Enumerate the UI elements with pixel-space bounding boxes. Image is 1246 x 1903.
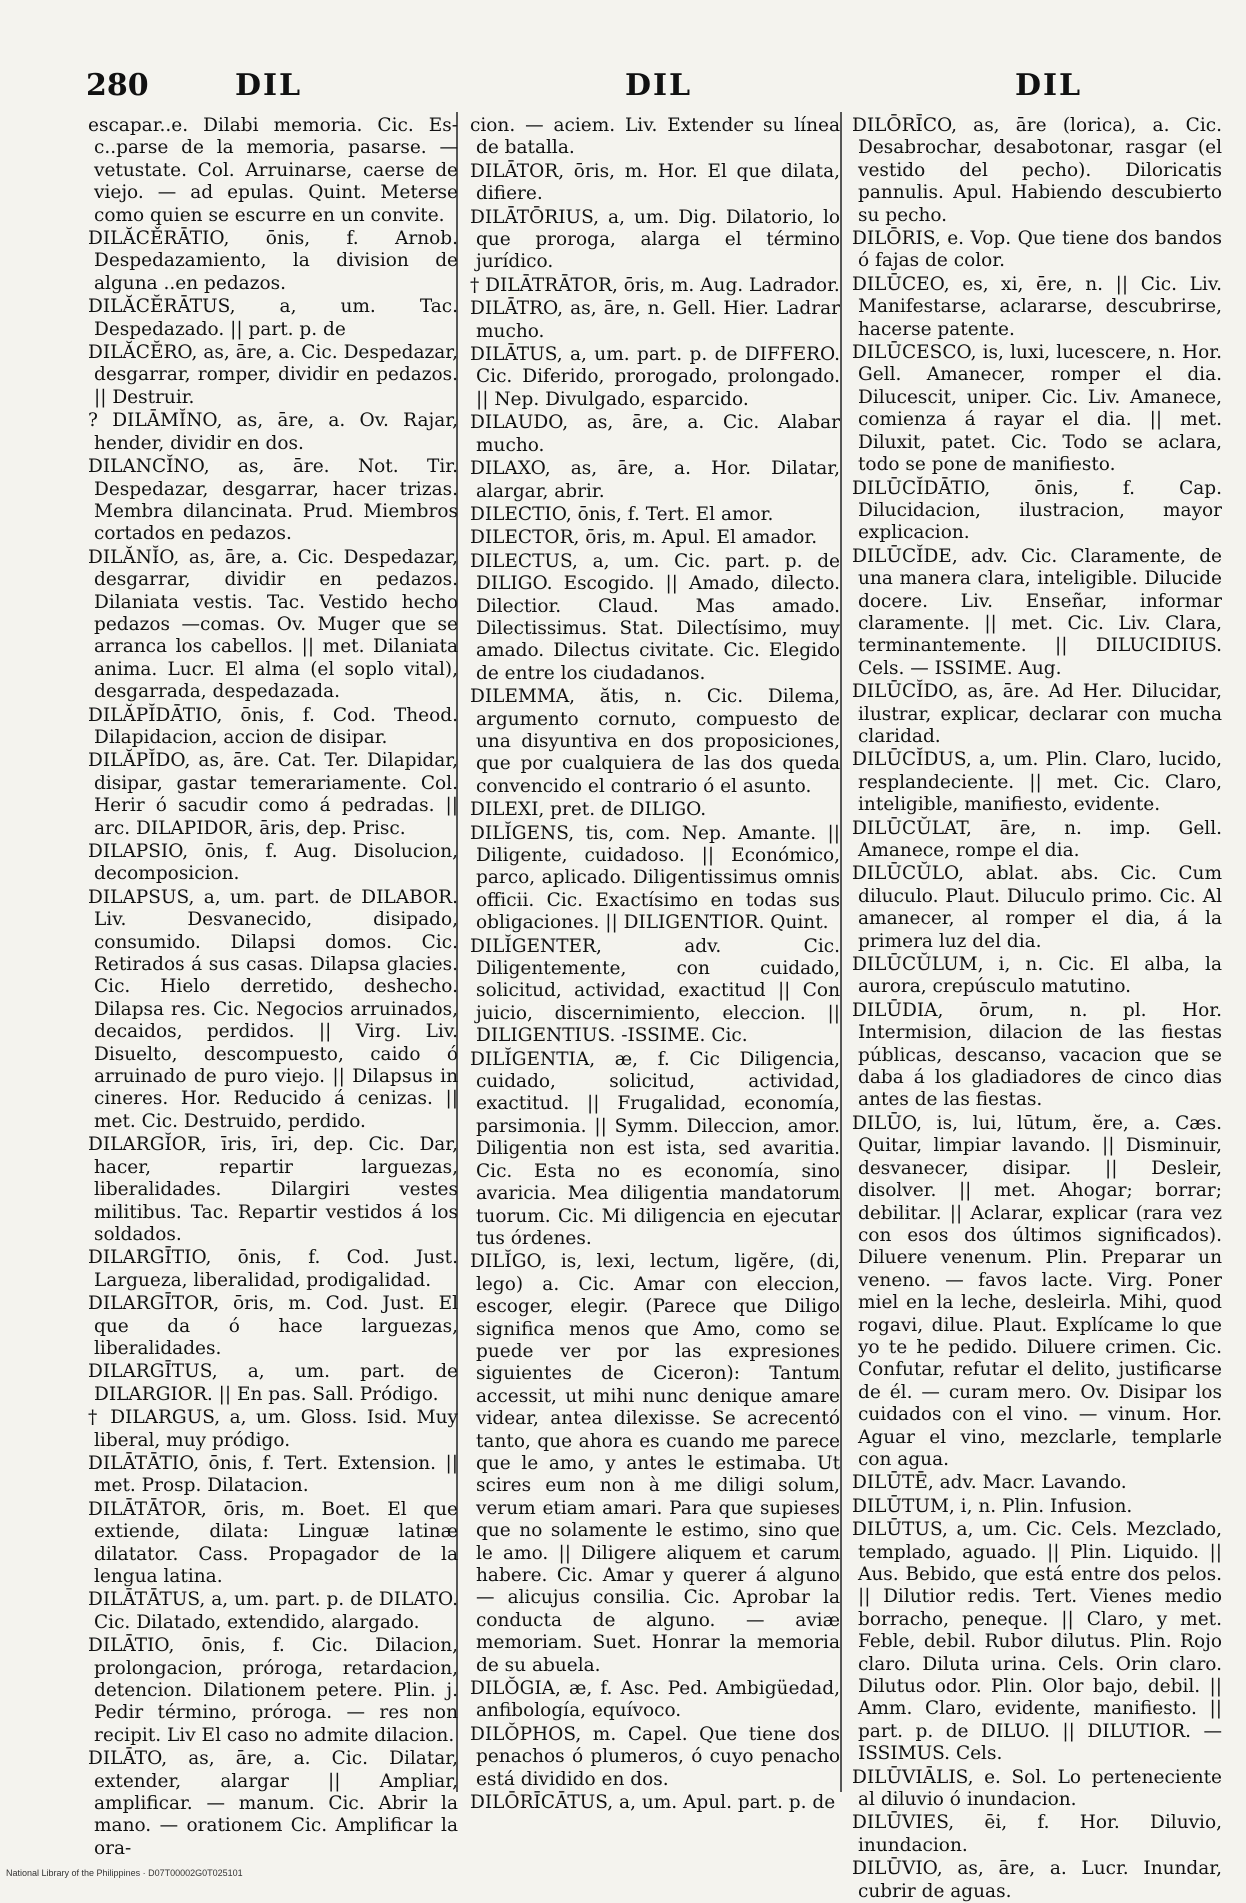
- dictionary-entry: DILŪTUS, a, um. Cic. Cels. Mezclado, templado, aguado. || Plin. Liquido. || Aus. Bebido, que está entre dos pelos. || Dilutior redis. Tert. Vienes medio borracho, peneque. || Claro, y met. Feble, debil. Rubor dilutus. Plin. Rojo claro. Diluta urina. Cels. Orin claro. Dilutus odor. Plin. Olor bajo, debil. || Amm. Claro, evidente, manifiesto. || part. p. de DILUO. || DILUTIOR. — ISSIMUS. Cels.: [852, 1519, 1222, 1765]
- dictionary-entry: DILŪCĬDUS, a, um. Plin. Claro, lucido, resplandeciente. || met. Cic. Claro, inteligible, manifiesto, evidente.: [852, 749, 1222, 816]
- dictionary-entry: † DILĀTRĀTOR, ōris, m. Aug. Ladrador.: [470, 274, 840, 296]
- dictionary-entry: DILARGĪTOR, ōris, m. Cod. Just. El que da ó hace larguezas, liberalidades.: [88, 1293, 458, 1359]
- dictionary-entry: DILĀTĀTOR, ōris, m. Boet. El que extiende, dilata: Linguæ latinæ dilatator. Cass. Propagador de la lengua latina.: [88, 1498, 458, 1587]
- dictionary-entry: DILŎGIA, æ, f. Asc. Ped. Ambigüedad, anfibología, equívoco.: [470, 1678, 840, 1722]
- dictionary-entry: DILAPSUS, a, um. part. de DILABOR. Liv. Desvanecido, disipado, consumido. Dilapsi domos. Cic. Retirados á sus casas. Dilapsa glacies. Cic. Hielo derretido, deshecho. Dilapsa res. Cic. Negocios arruinados, decaidos, perdidos. || Virg. Liv. Disuelto, descompuesto, caido ó arruinado de puro viejo. || Dilapsus in cineres. Hor. Reducido á cenizas. || met. Cic. Destruido, perdido.: [88, 886, 458, 1132]
- dictionary-entry: DILAUDO, as, āre, a. Cic. Alabar mucho.: [470, 412, 840, 456]
- page-number: 280: [86, 68, 149, 103]
- dictionary-entry: DILANCĬNO, as, āre. Not. Tir. Despedazar, desgarrar, hacer trizas. Membra dilancinata. Prud. Miembros cortados en pedazos.: [88, 456, 458, 545]
- dictionary-entry: DILĀTOR, ōris, m. Hor. El que dilata, difiere.: [470, 160, 840, 205]
- column-middle: [470, 115, 840, 1814]
- dictionary-entry: DILŌRĪCO, as, āre (lorica), a. Cic. Desabrochar, desabotonar, rasgar (el vestido del pecho). Diloricatis pannulis. Apul. Habiendo descubierto su pecho.: [852, 115, 1222, 226]
- dictionary-entry: DILĀTUS, a, um. part. p. de DIFFERO. Cic. Diferido, prorogado, prolongado. || Nep. Divulgado, esparcido.: [470, 344, 840, 410]
- dictionary-entry: DILŪTĒ, adv. Macr. Lavando.: [852, 1472, 1127, 1494]
- dictionary-entry: cion. — aciem. Liv. Extender su línea de batalla.: [470, 115, 840, 159]
- dictionary-entry: DILĂCĔRĀTUS, a, um. Tac. Despedazado. || part. p. de: [88, 296, 458, 340]
- dictionary-entry: DILŪCESCO, is, luxi, lucescere, n. Hor. Gell. Amanecer, romper el dia. Dilucescit, uniper. Cic. Liv. Amanece, comienza á rayar el dia. || met. Diluxit, patet. Cic. Todo se aclara, todo se pone de manifiesto.: [852, 342, 1222, 476]
- dictionary-entry: † DILARGUS, a, um. Gloss. Isid. Muy liberal, muy pródigo.: [88, 1407, 458, 1451]
- dictionary-entry: DILĂCĔRO, as, āre, a. Cic. Despedazar, desgarrar, romper, dividir en pedazos. || Destruir.: [88, 342, 458, 408]
- dictionary-entry: DILĬGO, is, lexi, lectum, ligĕre, (di, lego) a. Cic. Amar con eleccion, escoger, elegir. (Parece que Diligo significa menos que Amo, como se puede ver por las expresiones siguientes de Ciceron): Tantum accessit, ut mihi nunc denique amare videar, antea dilexisse. Se acrecentó tanto, que ahora es cuando me parece que le amo, y antes le estimaba. Ut scires eum non à me diligi solum, verum etiam amari. Para que supieses que no solamente le estimo, sino que le amo. || Diligere aliquem et carum habere. Cic. Amar y querer á alguno — alicujus consilia. Cic. Aprobar la conducta de alguno. — aviæ memoriam. Suet. Honrar la memoria de su abuela.: [470, 1251, 840, 1676]
- dictionary-entry: DILĬGENTIA, æ, f. Cic Diligencia, cuidado, solicitud, actividad, exactitud. || Frugalidad, economía, parsimonia. || Symm. Dileccion, amor. Diligentia non est ista, sed avaritia. Cic. Esta no es economía, sino avaricia. Mea diligentia mandatorum tuorum. Cic. Mi diligencia en ejecutar tus órdenes.: [470, 1048, 840, 1249]
- dictionary-entry: DILEMMA, ătis, n. Cic. Dilema, argumento cornuto, compuesto de una disyuntiva en dos proposiciones, que por cualquiera de las dos queda convencido el contrario ó el asunto.: [470, 686, 840, 797]
- column-left: [88, 115, 458, 1859]
- dictionary-entry: DILAPSIO, ōnis, f. Aug. Disolucion, decomposicion.: [88, 841, 458, 885]
- dictionary-entry: DILĀTO, as, āre, a. Cic. Dilatar, extender, alargar || Ampliar, amplificar. — manum. Cic. Abrir la mano. — orationem Cic. Amplificar la ora-: [88, 1748, 458, 1859]
- dictionary-entry: DILAXO, as, āre, a. Hor. Dilatar, alargar, abrir.: [470, 458, 840, 502]
- dictionary-entry: DILŪVIO, as, āre, a. Lucr. Inundar, cubrir de aguas.: [852, 1858, 1222, 1902]
- dictionary-entry: DILEXI, pret. de DILIGO.: [470, 799, 707, 821]
- dictionary-entry: DILŎPHOS, m. Capel. Que tiene dos penachos ó plumeros, ó cuyo penacho está dividido en dos.: [470, 1723, 840, 1790]
- dictionary-entry: DILŪVIĀLIS, e. Sol. Lo perteneciente al diluvio ó inundacion.: [852, 1766, 1222, 1811]
- dictionary-entry: DILĂNĬO, as, āre, a. Cic. Despedazar, desgarrar, dividir en pedazos. Dilaniata vestis. Tac. Vestido hecho pedazos —comas. Ov. Muger que se arranca los cabellos. || met. Dilaniata anima. Lucr. El alma (el soplo vital), desgarrada, despedazada.: [88, 546, 458, 703]
- dictionary-entry: DILŪCŬLO, ablat. abs. Cic. Cum diluculo. Plaut. Diluculo primo. Cic. Al amanecer, al romper el dia, á la primera luz del dia.: [852, 863, 1222, 952]
- dictionary-entry: ? DILĀMĬNO, as, āre, a. Ov. Rajar, hender, dividir en dos.: [88, 410, 458, 454]
- dictionary-entry: DILĀTĀTIO, ōnis, f. Tert. Extension. || met. Prosp. Dilatacion.: [88, 1452, 458, 1497]
- column-right: [852, 115, 1222, 1902]
- dictionary-entry: DILŪCEO, es, xi, ēre, n. || Cic. Liv. Manifestarse, aclararse, descubrirse, hacerse patente.: [852, 273, 1222, 340]
- running-headword-right: DIL: [1015, 68, 1083, 103]
- dictionary-entry: DILŪVIES, ēi, f. Hor. Diluvio, inundacion.: [852, 1812, 1222, 1856]
- dictionary-entry: DILARGĪTUS, a, um. part. de DILARGIOR. || En pas. Sall. Pródigo.: [88, 1361, 458, 1405]
- dictionary-entry: DILĀTRO, as, āre, n. Gell. Hier. Ladrar mucho.: [470, 298, 840, 342]
- dictionary-entry: DILĂPĬDO, as, āre. Cat. Ter. Dilapidar, disipar, gastar temerariamente. Col. Herir ó sacudir como á pedradas. || arc. DILAPIDOR, āris, dep. Prisc.: [88, 750, 458, 839]
- dictionary-entry: DILARGĬOR, īris, īri, dep. Cic. Dar, hacer, repartir larguezas, liberalidades. Dilargiri vestes militibus. Tac. Repartir vestidos á los soldados.: [88, 1134, 458, 1245]
- dictionary-entry: DILĂPĬDĀTIO, ōnis, f. Cod. Theod. Dilapidacion, accion de disipar.: [88, 704, 458, 748]
- dictionary-entry: DILĂCĚRĀTIO, ōnis, f. Arnob. Despedazamiento, la division de alguna ..en pedazos.: [88, 228, 458, 294]
- dictionary-entry: escapar..e. Dilabi memoria. Cic. Es- c..parse de la memoria, pasarse. — vetustate. Col. Arruinarse, caerse de viejo. — ad epulas. Quint. Meterse como quien se escurre en un convite.: [88, 115, 458, 226]
- page-header: [80, 58, 1206, 108]
- dictionary-entry: DILĀTĀTUS, a, um. part. p. de DILATO. Cic. Dilatado, extendido, alargado.: [88, 1589, 458, 1633]
- dictionary-entry: DILŪDIA, ōrum, n. pl. Hor. Intermision, dilacion de las fiestas públicas, descanso, vacacion que se daba á los gladiadores de cinco dias antes de las fiestas.: [852, 999, 1222, 1111]
- dictionary-entry: DILŌRIS, e. Vop. Que tiene dos bandos ó fajas de color.: [852, 228, 1222, 272]
- dictionary-entry: DILĀTŌRIUS, a, um. Dig. Dilatorio, lo que proroga, alarga el término jurídico.: [470, 206, 840, 273]
- dictionary-entry: DILŪTUM, i, n. Plin. Infusion.: [852, 1495, 1133, 1517]
- dictionary-entry: DILĬGENTER, adv. Cic. Diligentemente, con cuidado, solicitud, actividad, exactitud || Con juicio, discernimiento, eleccion. || DILIGENTIUS. -ISSIME. Cic.: [470, 935, 840, 1047]
- dictionary-entry: DILŪCŬLUM, i, n. Cic. El alba, la aurora, crepúsculo matutino.: [852, 954, 1222, 998]
- dictionary-entry: DILECTOR, ōris, m. Apul. El amador.: [470, 527, 818, 549]
- dictionary-entry: DILŪCĬDĀTIO, ōnis, f. Cap. Dilucidacion, ilustracion, mayor explicacion.: [852, 477, 1222, 544]
- scan-credit: National Library of the Philippines · D07T00002G0T025101: [6, 1868, 243, 1878]
- column-divider: [840, 112, 842, 1792]
- dictionary-entry: DILŪO, is, lui, lūtum, ĕre, a. Cæs. Quitar, limpiar lavando. || Disminuir, desvanecer, disipar. || Desleir, disolver. || met. Ahogar; borrar; debilitar. || Aclarar, explicar (rara vez con esos dos últimos significados). Diluere venenum. Plin. Preparar un veneno. — favos lacte. Virg. Poner miel en la leche, desleirla. Mihi, quod rogavi, dilue. Plaut. Explícame lo que yo te he pedido. Diluere crimen. Cic. Confutar, refutar el delito, justificarse de él. — curam mero. Ov. Disipar los cuidados con el vino. — vinum. Hor. Aguar el vino, mezclarle, templarle con agua.: [852, 1112, 1222, 1470]
- dictionary-entry: DILECTIO, ōnis, f. Tert. El amor.: [470, 503, 774, 525]
- dictionary-entry: DILECTUS, a, um. Cic. part. p. de DILIGO. Escogido. || Amado, dilecto. Dilectior. Claud. Mas amado. Dilectissimus. Stat. Dilectísimo, muy amado. Dilectus civitate. Cic. Elegido de entre los ciudadanos.: [470, 550, 840, 684]
- dictionary-entry: DILARGĪTIO, ōnis, f. Cod. Just. Largueza, liberalidad, prodigalidad.: [88, 1247, 458, 1291]
- running-headword-left: DIL: [235, 68, 303, 103]
- dictionary-entry: DILŌRĪCĀTUS, a, um. Apul. part. p. de: [470, 1792, 836, 1814]
- dictionary-entry: DILŪCĬDE, adv. Cic. Claramente, de una manera clara, inteligible. Dilucide docere. Liv. Enseñar, informar claramente. || met. Cic. Liv. Clara, terminantemente. || DILUCIDIUS. Cels. — ISSIME. Aug.: [852, 545, 1222, 679]
- dictionary-entry: DILĀTIO, ōnis, f. Cic. Dilacion, prolongacion, próroga, retardacion, detencion. Dilationem petere. Plin. j. Pedir término, próroga. — res non recipit. Liv El caso no admite dilacion.: [88, 1635, 458, 1746]
- dictionary-entry: DILŪCĬDO, as, āre. Ad Her. Dilucidar, ilustrar, explicar, declarar con mucha claridad.: [852, 681, 1222, 747]
- dictionary-entry: DILŪCŬLAT, āre, n. imp. Gell. Amanece, rompe el dia.: [852, 817, 1222, 861]
- dictionary-entry: DILĬGENS, tis, com. Nep. Amante. || Diligente, cuidadoso. || Económico, parco, aplicado. Diligentissimus omnis officii. Cic. Exactísimo en todas sus obligaciones. || DILIGENTIOR. Quint.: [470, 822, 840, 934]
- running-headword-center: DIL: [625, 68, 693, 103]
